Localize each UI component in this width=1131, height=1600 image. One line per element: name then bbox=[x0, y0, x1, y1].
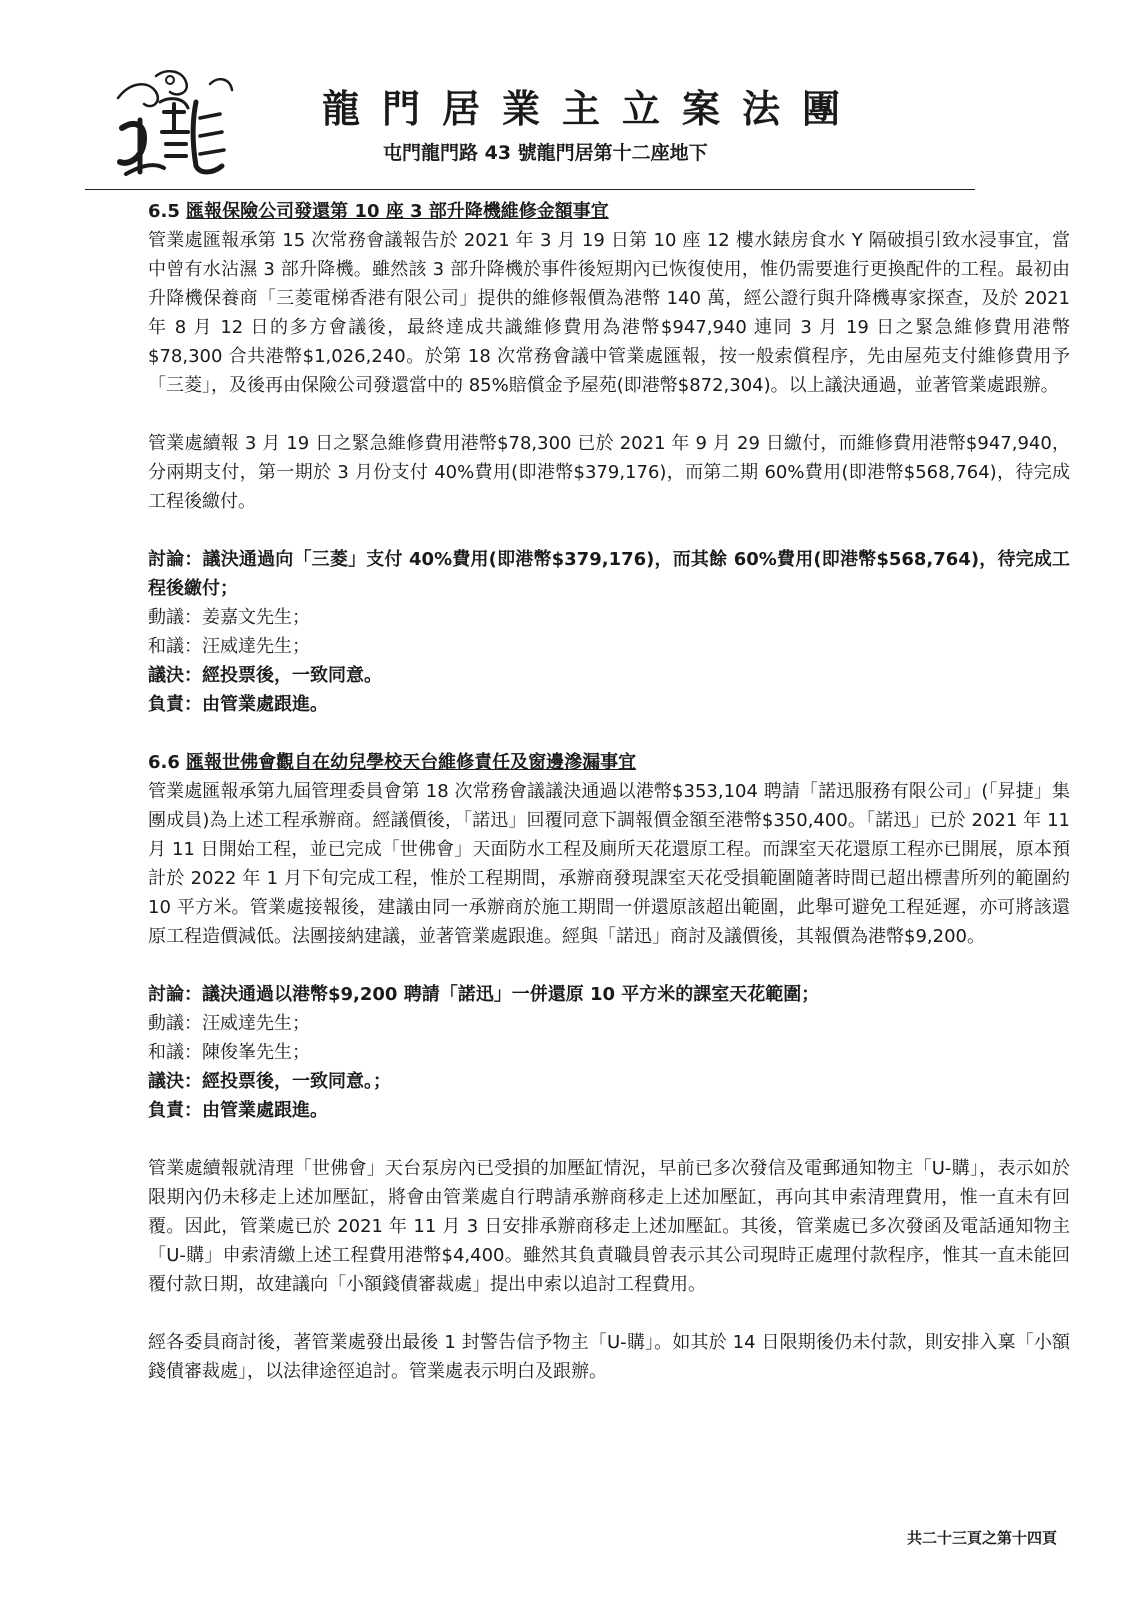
header-divider bbox=[85, 189, 975, 190]
paragraph: 管業處匯報承第九屆管理委員會第 18 次常務會議議決通過以港幣$353,104 聘請「諾迅服務有限公司」(「昇捷」集團成員)為上述工程承辦商。經議價後，「諾迅」回覆同意下調報價金額至港幣$350,400。「諾迅」已於 2021 年 11 月 11 日開始工程，並已完成「世佛會」天面防水工程及廁所天花還原工程。而課室天花還原工程亦已開展，原本預計於 2022 年 1 月下旬完成工程，惟於工程期間，承辦商發現課室天花受損範圍隨著時間已超出標書所列的範圍約 10 平方米。管業處接報後，建議由同一承辦商於施工期間一併還原該超出範圍，此舉可避免工程延遲，亦可將該還原工程造價減低。法團接納建議，並著管業處跟進。經與「諾迅」商討及議價後，其報價為港幣$9,200。 bbox=[148, 781, 1070, 947]
paragraph: 經各委員商討後，著管業處發出最後 1 封警告信予物主「U-購」。如其於 14 日限期後仍未付款，則安排入稟「小額錢債審裁處」，以法律途徑追討。管業處表示明白及跟辦。 bbox=[148, 1332, 1070, 1382]
responsible: 負責：由管業處跟進。 bbox=[148, 1100, 328, 1121]
seconder: 和議：汪威達先生； bbox=[148, 636, 310, 657]
resolution: 議決：經投票後，一致同意。； bbox=[148, 1071, 391, 1092]
resolution: 議決：經投票後，一致同意。 bbox=[148, 665, 382, 686]
paragraph: 管業處續報就清理「世佛會」天台泵房內已受損的加壓缸情況，早前已多次發信及電郵通知物主「U-購」，表示如於限期內仍未移走上述加壓缸，將會由管業處自行聘請承辦商移走上述加壓缸，再向其申索清理費用，惟一直未有回覆。因此，管業處已於 2021 年 11 月 3 日安排承辦商移走上述加壓缸。其後，管業處已多次發函及電話通知物主「U-購」申索清繳上述工程費用港幣$4,400。雖然其負責職員曾表示其公司現時正處理付款程序，惟其一直未能回覆付款日期，故建議向「小額錢債審裁處」提出申索以追討工程費用。 bbox=[148, 1158, 1070, 1295]
org-name: 龍門居業主立案法團 bbox=[322, 87, 863, 131]
minutes-body bbox=[148, 197, 1070, 1386]
page-number: 共二十三頁之第十四頁 bbox=[906, 1529, 1057, 1547]
discussion: 討論：議決通過向「三菱」支付 40%費用(即港幣$379,176)，而其餘 60%費用(即港幣$568,764)，待完成工程後繳付； bbox=[148, 549, 1070, 599]
section-heading bbox=[148, 197, 1070, 226]
section-number: 6.6 bbox=[148, 752, 180, 773]
discussion: 討論：議決通過以港幣$9,200 聘請「諾迅」一併還原 10 平方米的課室天花範圍； bbox=[148, 984, 820, 1005]
responsible: 負責：由管業處跟進。 bbox=[148, 694, 328, 715]
paragraph: 管業處續報 3 月 19 日之緊急維修費用港幣$78,300 已於 2021 年 9 月 29 日繳付，而維修費用港幣$947,940，分兩期支付，第一期於 3 月份支付 40%費用(即港幣$379,176)，而第二期 60%費用(即港幣$568,764)，待完成工程後繳付。 bbox=[148, 433, 1070, 512]
section-title: 匯報保險公司發還第 10 座 3 部升降機維修金額事宜 bbox=[186, 201, 609, 222]
org-address: 屯門龍門路 43 號龍門居第十二座地下 bbox=[383, 142, 708, 164]
section-heading bbox=[148, 748, 1070, 777]
proposer: 動議：汪威達先生； bbox=[148, 1013, 310, 1034]
section-title: 匯報世佛會觀自在幼兒學校天台維修責任及窗邊滲漏事宜 bbox=[186, 752, 637, 773]
proposer: 動議：姜嘉文先生； bbox=[148, 607, 310, 628]
paragraph: 管業處匯報承第 15 次常務會議報告於 2021 年 3 月 19 日第 10 座 12 樓水錶房食水 Y 隔破損引致水浸事宜，當中曾有水沾濕 3 部升降機。雖然該 3 部升降機於事件後短期內已恢復使用，惟仍需要進行更換配件的工程。最初由升降機保養商「三菱電梯香港有限公司」提供的維修報價為港幣 140 萬，經公證行與升降機專家探查，及於 2021 年 8 月 12 日的多方會議後，最終達成共識維修費用為港幣$947,940 連同 3 月 19 日之緊急維修費用港幣$78,300 合共港幣$1,026,240。於第 18 次常務會議中管業處匯報，按一般索償程序，先由屋苑支付維修費用予「三菱」，及後再由保險公司發還當中的 85%賠償金予屋苑(即港幣$872,304)。以上議決通過，並著管業處跟辦。 bbox=[148, 230, 1070, 396]
section-number: 6.5 bbox=[148, 201, 180, 222]
seconder: 和議：陳俊峯先生； bbox=[148, 1042, 310, 1063]
dragon-logo-icon bbox=[100, 62, 250, 182]
